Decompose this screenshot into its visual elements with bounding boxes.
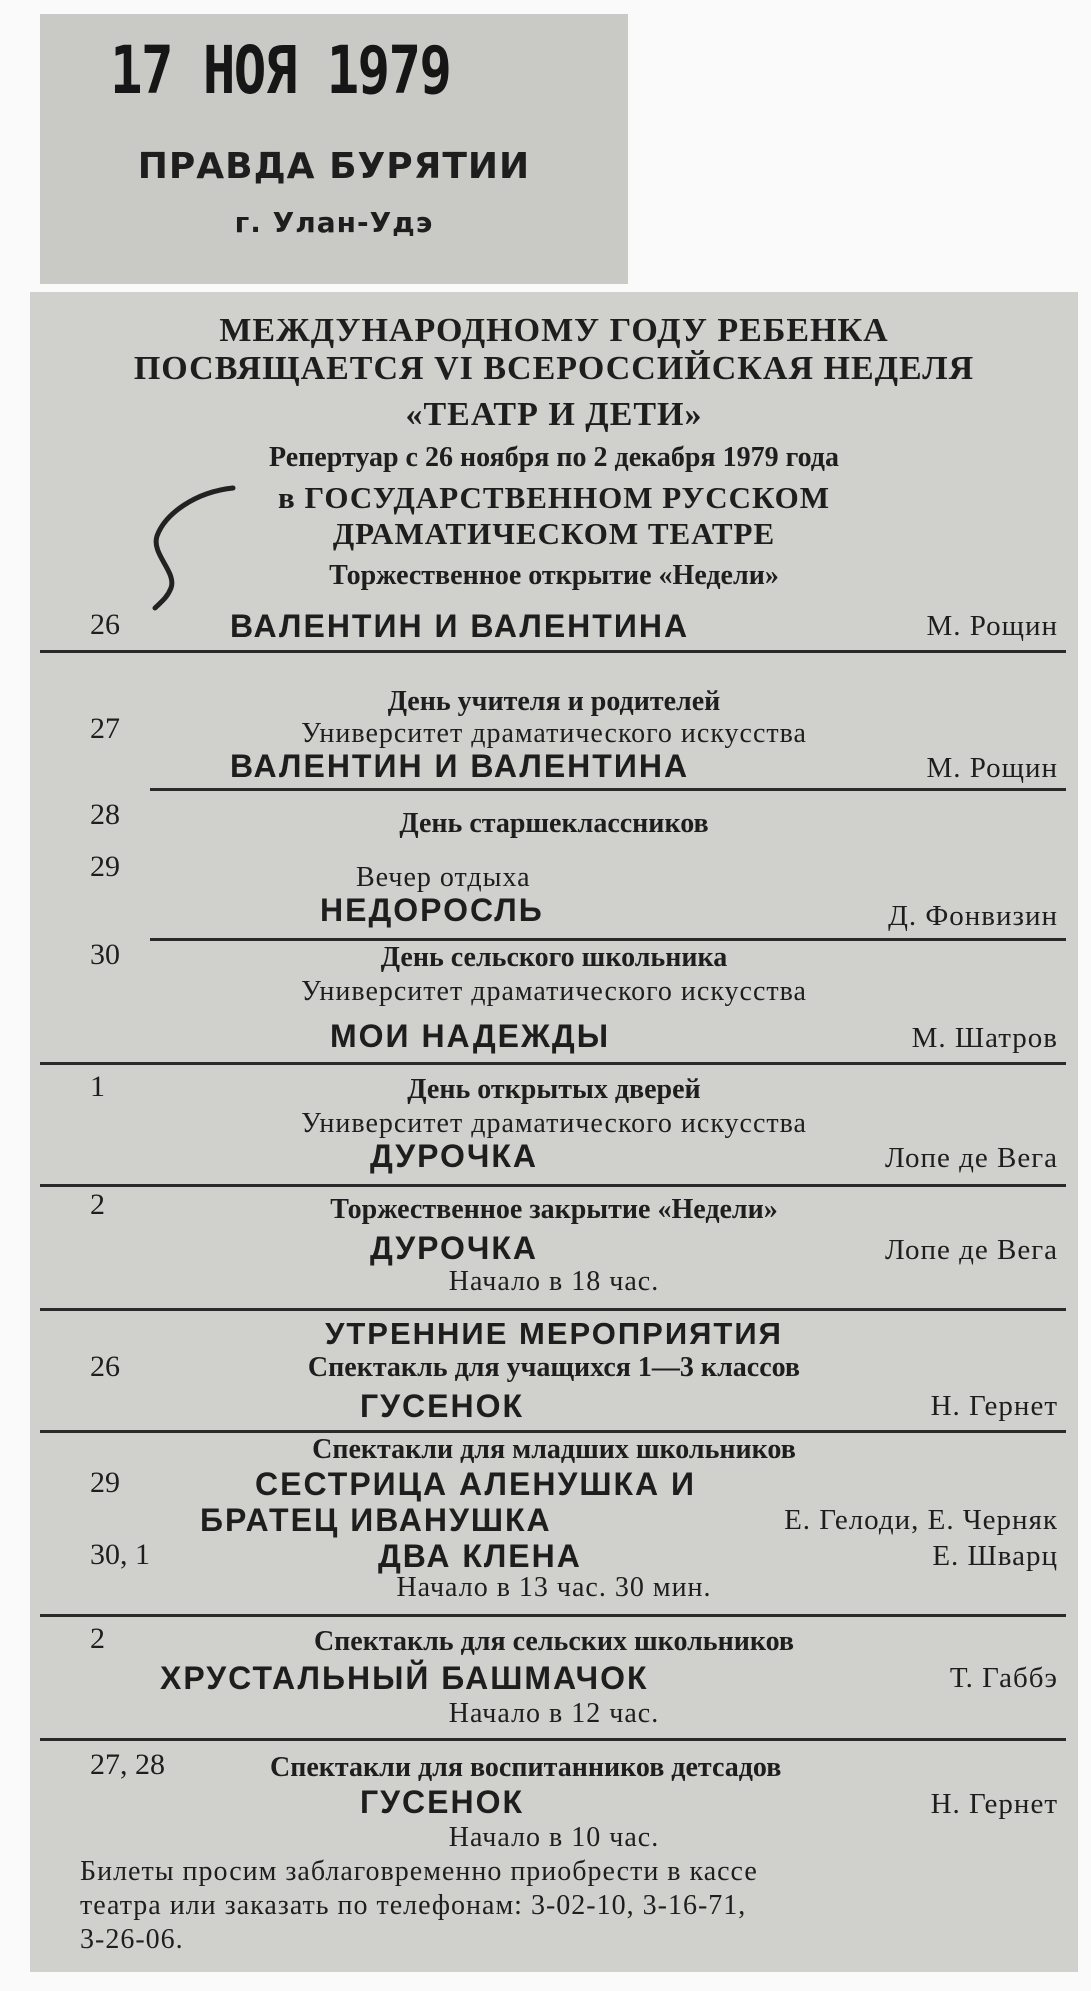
divider — [40, 1308, 1066, 1311]
play-rural: ХРУСТАЛЬНЫЙ БАШМАЧОК — [160, 1660, 649, 1696]
divider — [40, 1062, 1066, 1065]
author-kinder: Н. Гернет — [930, 1788, 1058, 1820]
event-28-title: День старшеклассников — [399, 808, 709, 839]
event-1-title: День открытых дверей — [407, 1074, 701, 1105]
venue-line-1: в ГОСУДАРСТВЕННОМ РУССКОМ — [277, 480, 831, 515]
repertoire-dates: Репертуар с 26 ноября по 2 декабря 1979 года — [269, 442, 839, 473]
start-time-rural: Начало в 12 час. — [448, 1698, 660, 1729]
footer-line-3: 3-26-06. — [80, 1924, 184, 1955]
day-29-junior: 29 — [90, 1466, 120, 1499]
day-26: 26 — [90, 608, 120, 641]
divider — [150, 938, 1066, 941]
start-time-kinder: Начало в 10 час. — [448, 1822, 660, 1853]
start-time-junior: Начало в 13 час. 30 мин. — [396, 1572, 712, 1603]
play-27: ВАЛЕНТИН И ВАЛЕНТИНА — [230, 748, 690, 784]
play-2: ДУРОЧКА — [370, 1230, 539, 1266]
footer-line-1: Билеты просим заблаговременно приобрести в кассе — [80, 1856, 758, 1887]
header-line-2: ПОСВЯЩАЕТСЯ VI ВСЕРОССИЙСКАЯ НЕДЕЛЯ — [133, 350, 975, 387]
event-2-title: Торжественное закрытие «Недели» — [330, 1194, 778, 1225]
day-1: 1 — [90, 1070, 105, 1103]
event-30-sub: Университет драматического искусства — [301, 976, 807, 1007]
stamp-newspaper: ПРАВДА БУРЯТИИ — [137, 146, 531, 187]
event-27-sub: Университет драматического искусства — [301, 718, 807, 749]
day-30: 30 — [90, 938, 120, 971]
play-1: ДУРОЧКА — [370, 1138, 539, 1174]
play-kinder: ГУСЕНОК — [360, 1784, 525, 1820]
event-kinder: Спектакли для воспитанников детсадов — [270, 1752, 782, 1783]
author-junior-2: Е. Шварц — [932, 1540, 1058, 1572]
play-29: НЕДОРОСЛЬ — [320, 892, 544, 928]
day-28: 28 — [90, 798, 120, 831]
venue-line-2: ДРАМАТИЧЕСКОМ ТЕАТРЕ — [332, 516, 776, 551]
event-rural: Спектакль для сельских школьников — [313, 1626, 795, 1657]
author-1: Лопе де Вега — [885, 1142, 1058, 1174]
divider — [40, 1614, 1066, 1617]
day-27: 27 — [90, 712, 120, 745]
event-29-sub: Вечер отдыха — [356, 862, 531, 893]
author-junior-1: Е. Гелоди, Е. Черняк — [784, 1504, 1058, 1536]
event-26-title: Торжественное открытие «Недели» — [329, 560, 779, 591]
day-26-morning: 26 — [90, 1350, 120, 1383]
play-junior-2: ДВА КЛЕНА — [378, 1538, 582, 1574]
author-29: Д. Фонвизин — [888, 900, 1058, 932]
event-junior: Спектакли для младших школьников — [312, 1434, 796, 1465]
event-30-title: День сельского школьника — [380, 942, 728, 973]
day-27-28-kinder: 27, 28 — [90, 1748, 165, 1781]
divider — [40, 650, 1066, 653]
play-26-morning: ГУСЕНОК — [360, 1388, 525, 1424]
divider — [40, 1738, 1066, 1741]
divider — [40, 1430, 1066, 1433]
play-junior-1b: БРАТЕЦ ИВАНУШКА — [200, 1502, 552, 1538]
author-26-morning: Н. Гернет — [930, 1390, 1058, 1422]
day-29: 29 — [90, 850, 120, 883]
author-26: М. Рощин — [926, 610, 1058, 642]
author-rural: Т. Габбэ — [949, 1662, 1058, 1694]
author-30: М. Шатров — [911, 1022, 1058, 1054]
author-2: Лопе де Вега — [885, 1234, 1058, 1266]
newspaper-clipping — [30, 292, 1078, 1972]
day-2-rural: 2 — [90, 1622, 105, 1655]
divider — [40, 1184, 1066, 1187]
event-26-morning: Спектакль для учащихся 1—3 классов — [307, 1352, 801, 1383]
start-time-2: Начало в 18 час. — [448, 1266, 660, 1297]
author-27: М. Рощин — [926, 752, 1058, 784]
play-30: МОИ НАДЕЖДЫ — [330, 1018, 611, 1054]
divider — [150, 788, 1066, 791]
stamp-city: г. Улан-Удэ — [234, 206, 434, 239]
event-27-title: День учителя и родителей — [387, 686, 721, 717]
play-junior-1a: СЕСТРИЦА АЛЕНУШКА И — [255, 1466, 697, 1502]
day-2: 2 — [90, 1188, 105, 1221]
footer-line-2: театра или заказать по телефонам: 3-02-10, 3-16-71, — [80, 1890, 747, 1921]
event-1-sub: Университет драматического искусства — [301, 1108, 807, 1139]
header-line-3: «ТЕАТР И ДЕТИ» — [405, 396, 703, 433]
play-26: ВАЛЕНТИН И ВАЛЕНТИНА — [230, 608, 690, 644]
stamp-date: 17 НОЯ 1979 — [110, 32, 451, 109]
header-line-1: МЕЖДУНАРОДНОМУ ГОДУ РЕБЕНКА — [219, 312, 889, 349]
morning-heading: УТРЕННИЕ МЕРОПРИЯТИЯ — [325, 1316, 783, 1351]
archive-stamp — [40, 14, 628, 284]
day-30-1-junior: 30, 1 — [90, 1538, 150, 1571]
